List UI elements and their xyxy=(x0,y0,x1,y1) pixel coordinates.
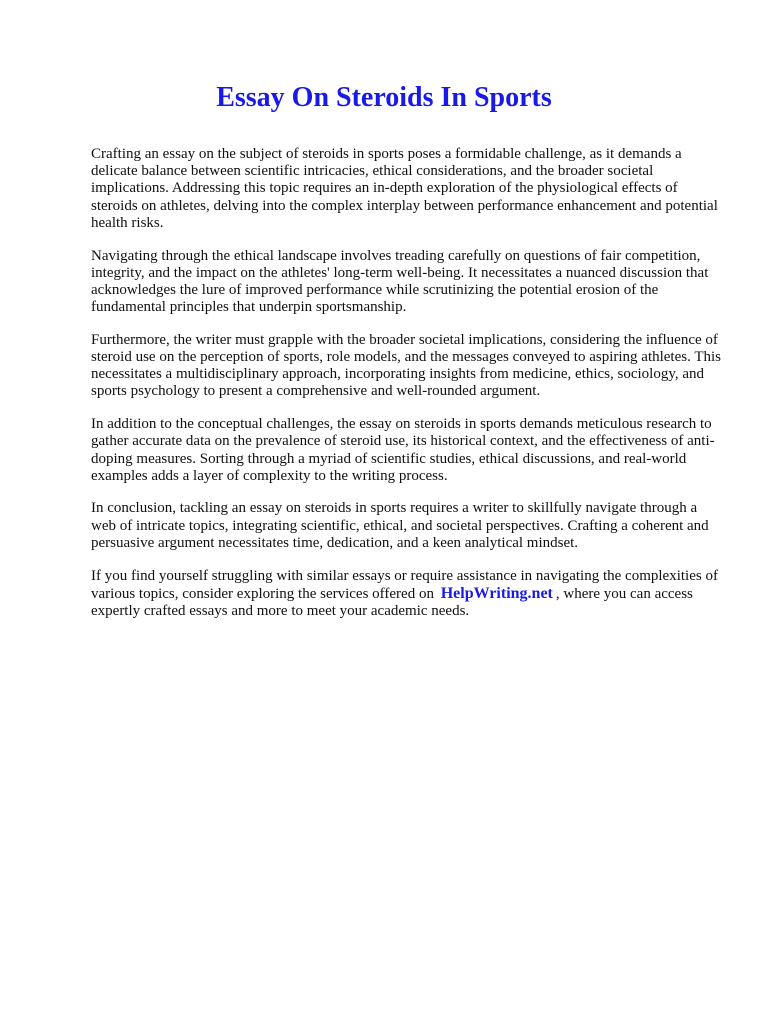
paragraph-5: In conclusion, tackling an essay on steroids in sports requires a writer to skillfully navigate through a web of intricate topics, integrating scientific, ethical, and societal perspectives. Crafting a coherent and persuasive argument necessitates time, dedication, and a keen analytical mindset. xyxy=(91,500,709,551)
document-title: Essay On Steroids In Sports xyxy=(216,82,552,113)
paragraph-1: Crafting an essay on the subject of steroids in sports poses a formidable challenge, as it demands a delicate balance between scientific intricacies, ethical considerations, and the broader societal implications. Addressing this topic requires an in-depth exploration of the physiological effects of steroids on athletes, delving into the complex interplay between performance enhancement and potential health risks. xyxy=(91,146,718,231)
paragraph-2: Navigating through the ethical landscape involves treading carefully on questions of fair competition, integrity, and the impact on the athletes' long-term well-being. It necessitates a nuanced discussion that acknowledges the lure of improved performance while scrutinizing the potential erosion of the fundamental principles that underpin sportsmanship. xyxy=(91,247,709,316)
helpwriting-link[interactable]: HelpWriting.net xyxy=(440,584,553,602)
paragraph-6-text-before-link: If you find yourself struggling with similar essays or require assistance in navigating the complexities of various topics, consider exploring the services offered on xyxy=(91,567,718,602)
paragraph-3: Furthermore, the writer must grapple with the broader societal implications, considering the influence of steroid use on the perception of sports, role models, and the messages conveyed to aspiring athletes. This necessitates a multidisciplinary approach, incorporating insights from medicine, ethics, sociology, and sports psychology to present a comprehensive and well-rounded argument. xyxy=(91,331,721,400)
document-body xyxy=(91,146,723,636)
paragraph-4: In addition to the conceptual challenges, the essay on steroids in sports demands meticulous research to gather accurate data on the prevalence of steroid use, its historical context, and the effectiveness of anti-doping measures. Sorting through a myriad of scientific studies, ethical discussions, and real-world examples adds a layer of complexity to the writing process. xyxy=(91,416,715,484)
paragraph-6-text-after-link: , where you can access expertly crafted essays and more to meet your academic needs. xyxy=(91,585,693,619)
paragraph-6 xyxy=(91,568,723,621)
